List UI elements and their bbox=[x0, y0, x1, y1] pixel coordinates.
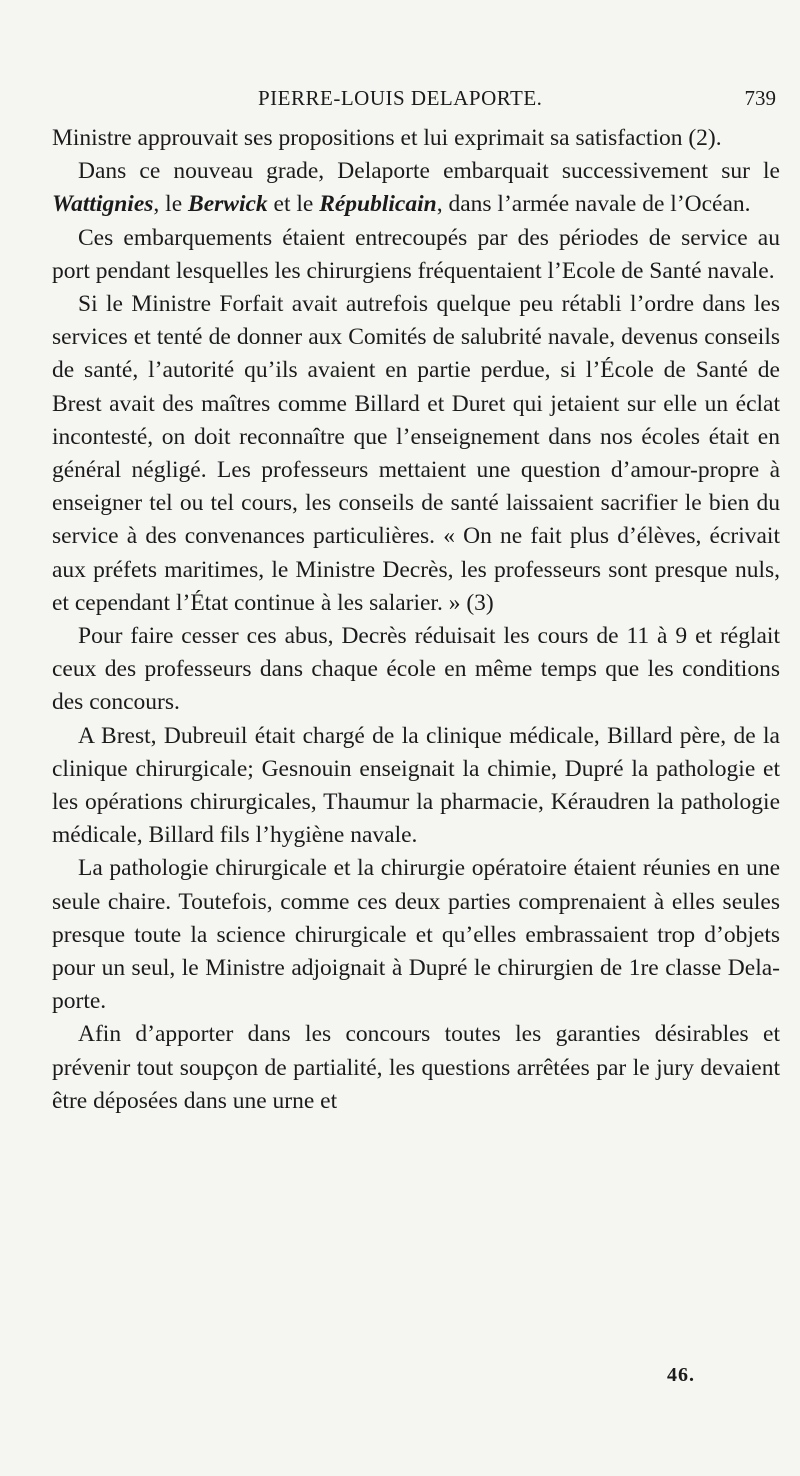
paragraph bbox=[52, 720, 780, 853]
paragraph bbox=[52, 620, 780, 720]
paragraph bbox=[52, 155, 780, 221]
body-text bbox=[52, 122, 780, 1118]
paragraph-text: Ces embarquements étaient entrecoupés par des périodes de service au port pendant lesquelles les chirurgiens fréquentaient l’Ecole de Santé navale. bbox=[52, 224, 780, 284]
paragraph-text: Ministre approuvait ses propositions et lui exprimait sa satisfaction (2). bbox=[52, 125, 722, 151]
paragraph-text: Si le Ministre Forfait avait autrefois quelque peu rétabli l’ordre dans les services et tenté de donner aux Comités de salubrité navale, devenus conseils de santé, l’autorité qu’ils avaient en partie perdue, si l’École de Santé de Brest avait des maîtres comme Billard et Duret qui jetaient sur elle un éclat incontesté, on doit reconnaître que l’enseignement dans nos écoles était en général négligé. Les professeurs mettaient une question d’amour-propre à enseigner tel ou tel cours, les conseils de santé laissaient sacrifier le bien du service à des convenances particulières. « On ne fait plus d’élèves, écrivait aux préfets maritimes, le Ministre Decrès, les professeurs sont presque nuls, et cependant l’État continue à les salarier. » (3) bbox=[52, 291, 780, 616]
paragraph bbox=[52, 288, 780, 620]
paragraph-text: Dans ce nouveau grade, Delaporte embarquait successivement sur le bbox=[78, 158, 780, 185]
paragraph bbox=[52, 852, 780, 1018]
paragraph-text: Pour faire cesser ces abus, Decrès réduisait les cours de 11 à 9 et réglait ceux des professeurs dans chaque école en même temps que les conditions des concours. bbox=[52, 623, 780, 716]
paragraph bbox=[52, 222, 780, 288]
paragraph-text: , dans l’armée navale de l’Océan. bbox=[436, 191, 751, 218]
paragraph-text: A Brest, Dubreuil était chargé de la clinique médicale, Billard père, de la clinique chirurgicale; Gesnouin enseignait la chimie, Dupré la pathologie et les opérations chirurgicales, Thaumur la pharmacie, Kéraudren la pathologie médicale, Billard fils l’hygiène navale. bbox=[52, 722, 780, 849]
signature-mark: 46. bbox=[667, 1364, 695, 1386]
running-head-title: PIERRE-LOUIS DELAPORTE. bbox=[258, 86, 543, 110]
paragraph-text: , le bbox=[153, 191, 189, 218]
paragraph bbox=[52, 122, 780, 155]
ship-name: Républicain bbox=[319, 191, 437, 218]
paragraph-text: et le bbox=[267, 191, 320, 218]
page-number: 739 bbox=[744, 86, 776, 110]
ship-name: Berwick bbox=[188, 191, 268, 218]
ship-name: Wattignies bbox=[52, 191, 154, 218]
running-head bbox=[0, 86, 800, 116]
paragraph-text: Afin d’apporter dans les concours toutes les garanties désirables et prévenir tout soupçon de partialité, les questions arrêtées par le jury devaient être déposées dans une urne et bbox=[52, 1021, 780, 1114]
paragraph bbox=[52, 1018, 780, 1118]
paragraph-text: La pathologie chirurgicale et la chirurgie opératoire étaient réunies en une seule chaire. Toutefois, comme ces deux parties comprenaient à elles seules presque toute la science chirurgicale et qu’elles embrassaient trop d’objets pour un seul, le Ministre adjoignait à Dupré le chirurgien de 1re classe Delaporte. bbox=[52, 855, 780, 1015]
